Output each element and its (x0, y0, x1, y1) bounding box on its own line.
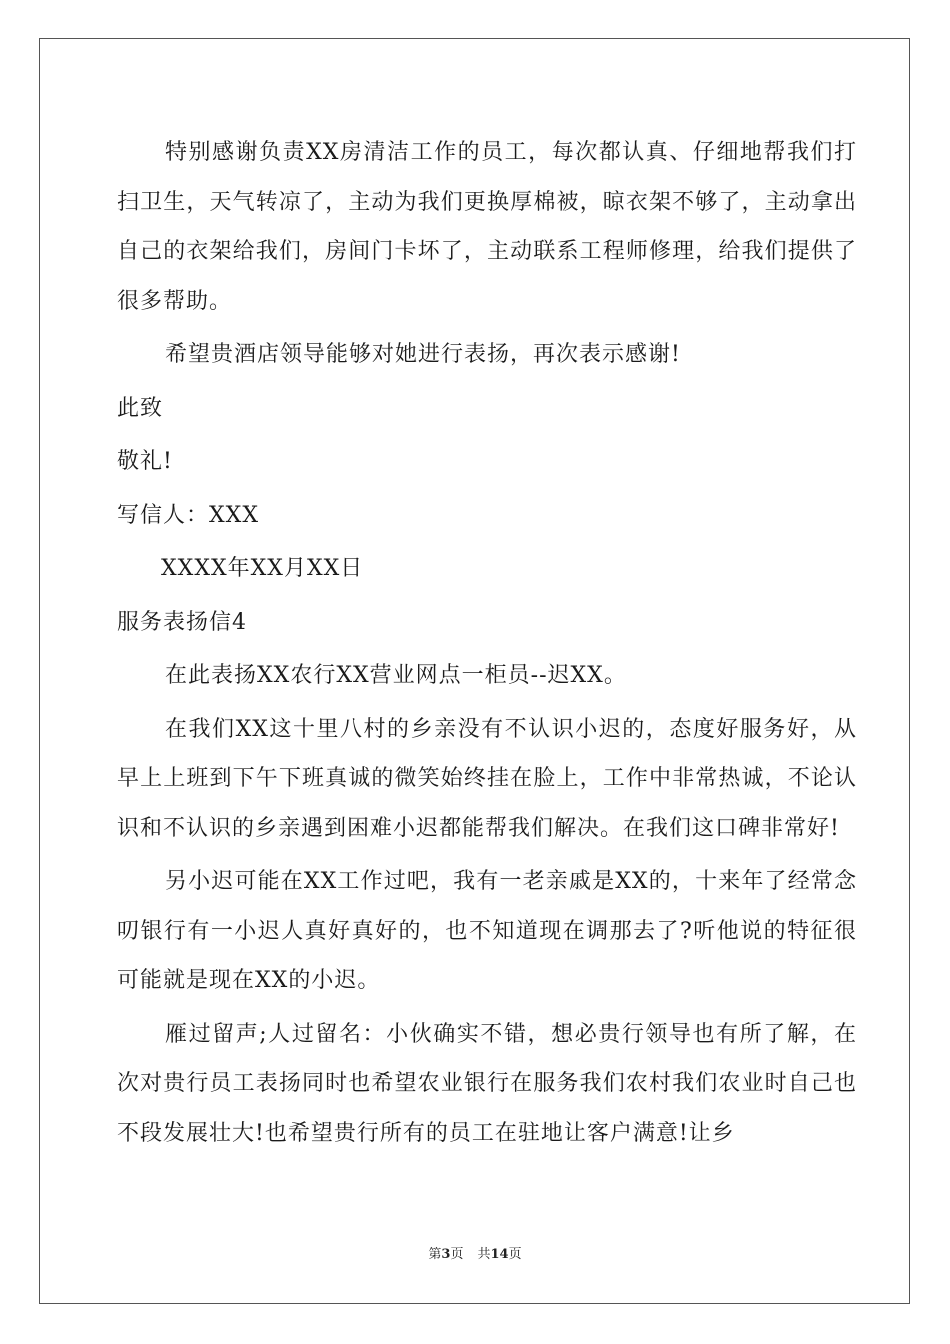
section-heading: 服务表扬信4 (117, 609, 247, 635)
paragraph-hope-praise: 希望贵酒店领导能够对她进行表扬，再次表示感谢! (165, 342, 681, 367)
page-number: 3 (441, 1247, 451, 1262)
document-body (117, 128, 857, 1162)
paragraph-thanks-cleaning-staff: 特别感谢负责XX房清洁工作的员工，每次都认真、仔细地帮我们打扫卫生，天气转凉了，主动为我们更换厚棉被，晾衣架不够了，主动拿出自己的衣架给我们，房间门卡坏了，主动联系工程师修理，给我们提供了很多帮助。 (117, 140, 857, 314)
page-prefix: 第 (428, 1247, 442, 1262)
closing-regards: 敬礼! (117, 449, 173, 474)
page-footer (0, 1245, 950, 1265)
page-suffix: 页 (450, 1247, 464, 1262)
total-suffix: 页 (508, 1247, 522, 1262)
total-pages: 14 (490, 1247, 509, 1262)
paragraph-praise-closing: 雁过留声;人过留名：小伙确实不错，想必贵行领导也有所了解，在次对贵行员工表扬同时也希望农业银行在服务我们农村我们农业时自己也不段发展壮大!也希望贵行所有的员工在驻地让客户满意!让乡 (117, 1021, 857, 1146)
total-prefix: 共 (477, 1247, 491, 1262)
letter-writer: 写信人：XXX (117, 502, 259, 528)
closing-salutation: 此致 (117, 395, 164, 421)
paragraph-praise-intro: 在此表扬XX农行XX营业网点一柜员--迟XX。 (165, 663, 627, 688)
letter-date: XXXX年XX月XX日 (161, 556, 364, 581)
paragraph-praise-service: 在我们XX这十里八村的乡亲没有不认识小迟的，态度好服务好，从早上上班到下午下班真诚的微笑始终挂在脸上，工作中非常热诚，不论认识和不认识的乡亲遇到困难小迟都能帮我们解决。在我们这口碑非常好! (117, 716, 857, 841)
paragraph-praise-relative: 另小迟可能在XX工作过吧，我有一老亲戚是XX的，十来年了经常念叨银行有一小迟人真好真好的，也不知道现在调那去了?听他说的特征很可能就是现在XX的小迟。 (117, 869, 857, 993)
